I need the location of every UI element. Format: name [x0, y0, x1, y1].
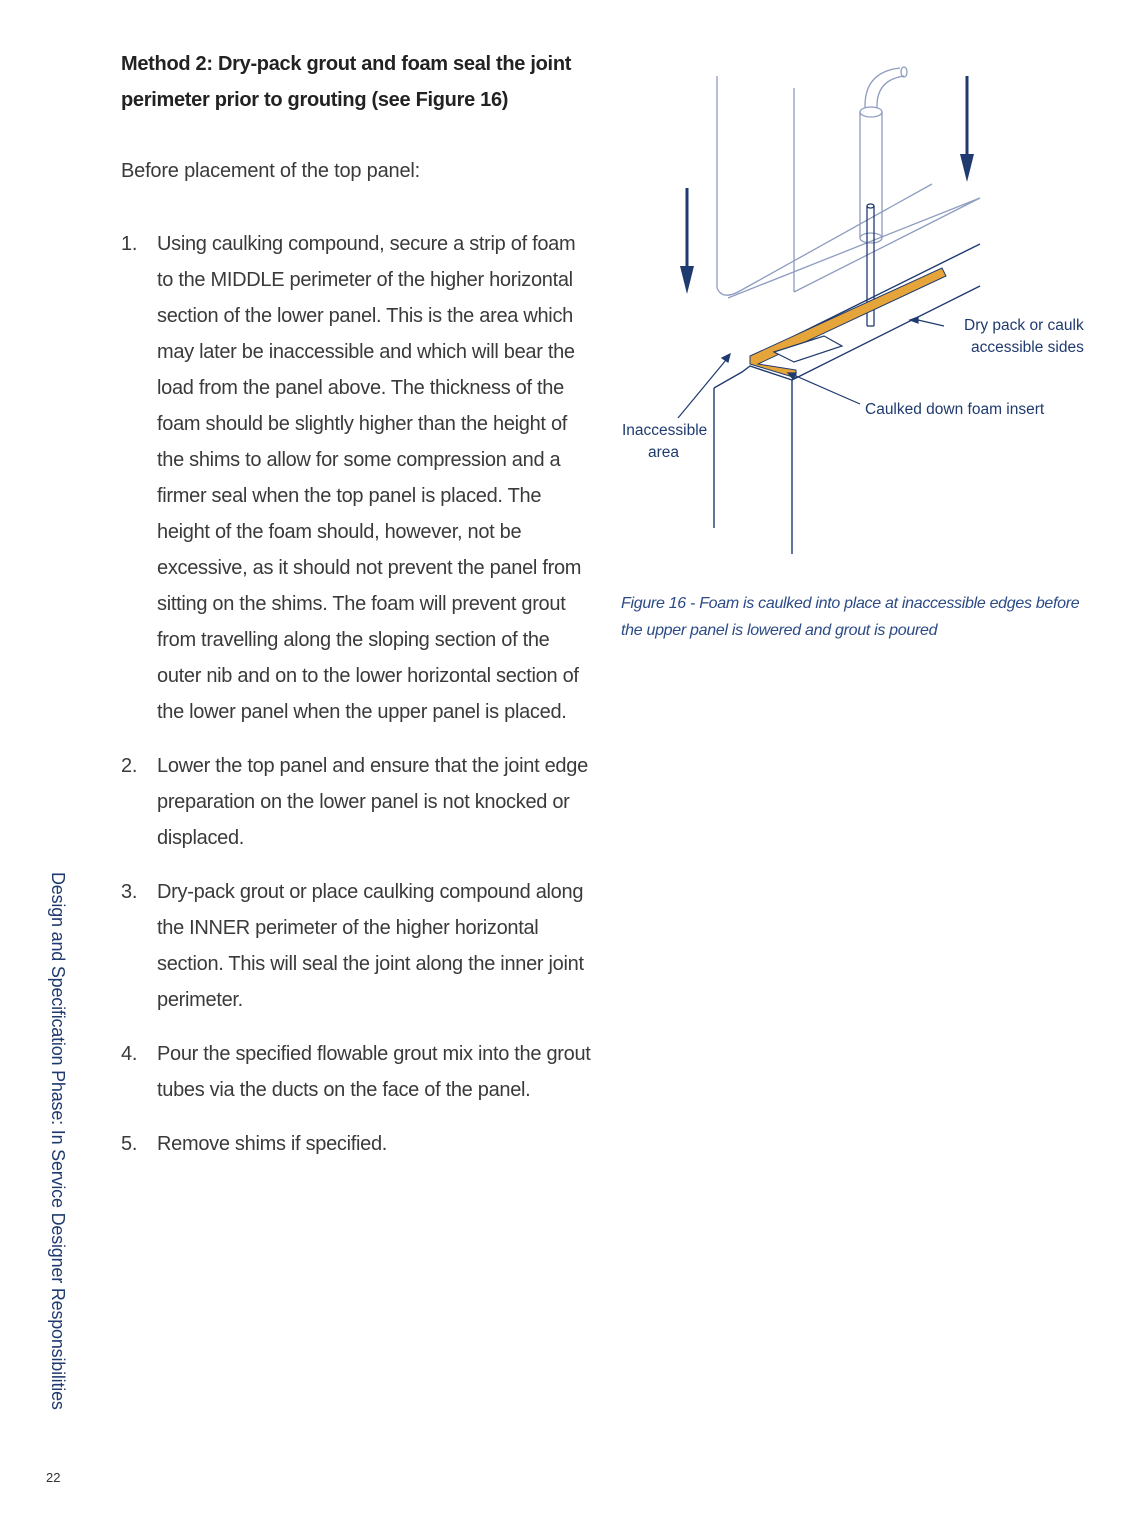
label-caulked-foam: Caulked down foam insert — [865, 401, 1045, 418]
lower-panel — [714, 244, 980, 554]
list-item — [121, 226, 591, 730]
label-dry-pack-line2: accessible sides — [971, 339, 1084, 356]
step-text: Dry-pack grout or place caulking compound along the INNER perimeter of the higher horizontal section. This will seal the joint along the inner joint perimeter. — [157, 881, 584, 1011]
list-item — [121, 1126, 591, 1162]
down-arrow-icon — [960, 76, 974, 182]
panel-joint-diagram — [610, 60, 1100, 570]
list-item — [121, 1036, 591, 1108]
step-number: 1. — [121, 233, 138, 255]
step-number: 4. — [121, 1043, 138, 1065]
label-dry-pack-line1: Dry pack or caulk — [964, 317, 1084, 334]
step-number: 2. — [121, 755, 138, 777]
intro-text: Before placement of the top panel: — [121, 160, 420, 182]
section-heading: Method 2: Dry-pack grout and foam seal the joint perimeter prior to grouting (see Figure 16) — [121, 53, 572, 111]
step-number: 5. — [121, 1133, 138, 1155]
step-number: 3. — [121, 881, 138, 903]
down-arrow-icon — [680, 188, 694, 294]
step-text: Using caulking compound, secure a strip of foam to the MIDDLE perimeter of the higher horizontal section of the lower panel. This is the area which may later be inaccessible and which will bear the load from the panel above. The thickness of the foam should be slightly higher than the height of the shims to allow for some compression and a firmer seal when the top panel is placed. The height of the foam should, however, not be excessive, as it should not prevent the panel from sitting on the shims. The foam will prevent grout from travelling along the sloping section of the outer nib and on to the lower horizontal section of the lower panel when the upper panel is placed. — [157, 233, 582, 723]
steps-list — [121, 226, 591, 1162]
step-text: Lower the top panel and ensure that the joint edge preparation on the lower panel is not knocked or displaced. — [157, 755, 588, 849]
list-item — [121, 748, 591, 856]
step-text: Pour the specified flowable grout mix into the grout tubes via the ducts on the face of the panel. — [157, 1043, 591, 1101]
figure-caption: Figure 16 - Foam is caulked into place at inaccessible edges before the upper panel is lowered and grout is poured — [621, 595, 1080, 639]
label-inaccessible-line2: area — [648, 444, 680, 461]
page-number: 22 — [46, 1470, 61, 1485]
figure-16 — [610, 60, 1100, 570]
upper-panel — [717, 76, 980, 298]
section-side-label: Design and Specification Phase: In Service Designer Responsibilities — [48, 872, 68, 1410]
label-inaccessible-line1: Inaccessible — [622, 422, 708, 439]
list-item — [121, 874, 591, 1018]
step-text: Remove shims if specified. — [157, 1133, 388, 1155]
